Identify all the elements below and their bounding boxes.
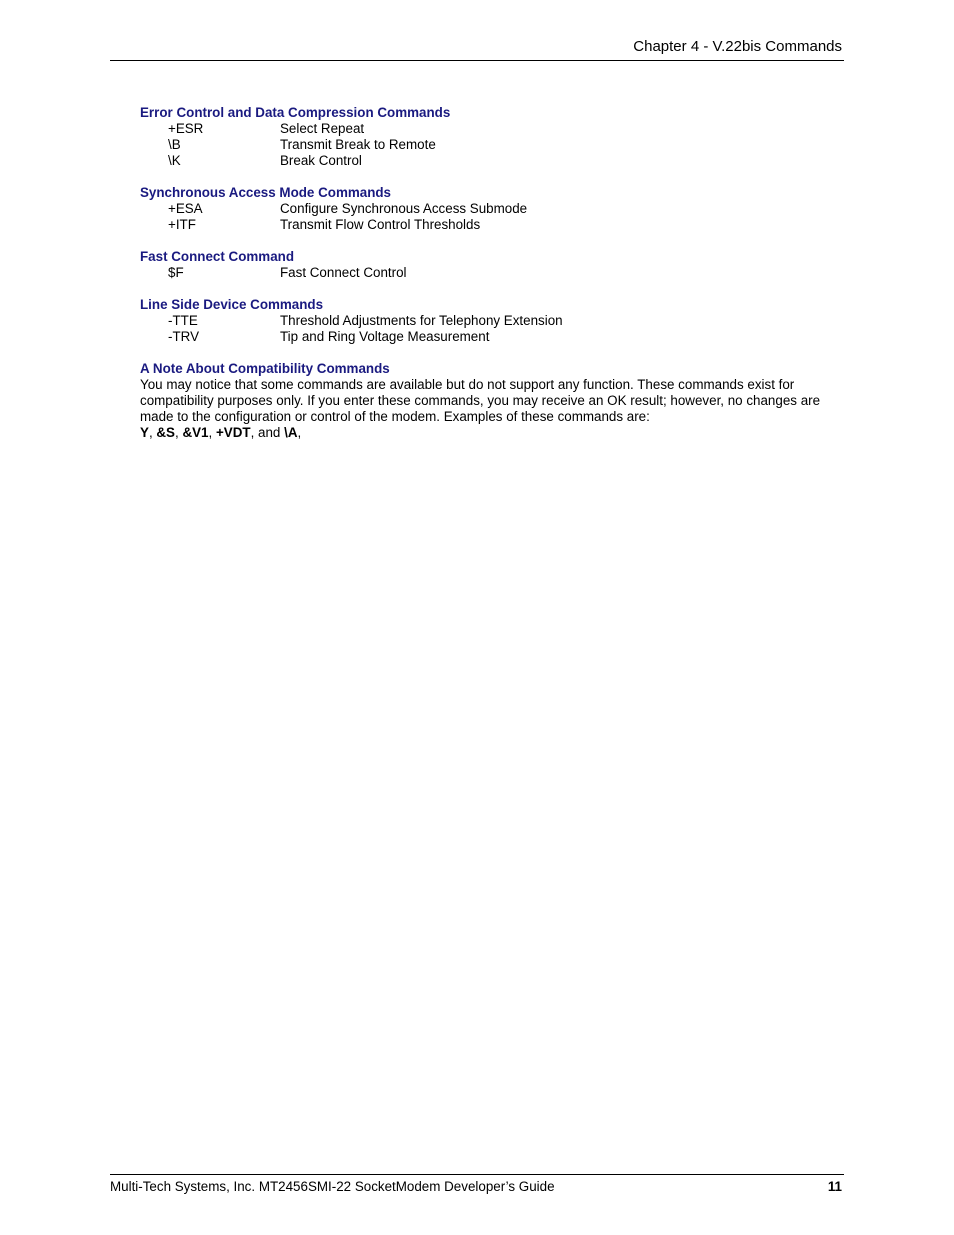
trailing-punctuation: , [297, 425, 302, 440]
example-commands [140, 425, 840, 441]
section-heading: Error Control and Data Compression Commands [140, 105, 451, 120]
command-code: \B [168, 137, 181, 152]
section-compatibility-note [140, 360, 840, 441]
command-code: \K [168, 153, 181, 168]
note-paragraph: You may notice that some commands are available but do not support any function. These commands exist for compatibility purposes only. If you enter these commands, you may receive an OK result; however, no changes are made to the configuration or control of the modem. Examples of these commands are: [140, 377, 821, 424]
example-command: \A [284, 425, 298, 440]
command-code: -TTE [168, 313, 198, 328]
command-code: $F [168, 265, 184, 280]
page-content [140, 104, 840, 456]
command-row [140, 201, 840, 217]
command-description: Tip and Ring Voltage Measurement [280, 329, 490, 344]
command-row [140, 121, 840, 137]
command-row [140, 329, 840, 345]
command-description: Configure Synchronous Access Submode [280, 201, 528, 216]
page-footer [110, 1174, 844, 1199]
command-code: +ESA [168, 201, 203, 216]
separator: , [175, 425, 183, 440]
section-heading: Synchronous Access Mode Commands [140, 185, 392, 200]
command-row [140, 313, 840, 329]
section-heading: A Note About Compatibility Commands [140, 361, 390, 376]
section-heading: Fast Connect Command [140, 249, 295, 264]
command-row [140, 265, 840, 281]
page-header [110, 38, 844, 61]
footer-text: Multi-Tech Systems, Inc. MT2456SMI-22 SocketModem Developer’s Guide [110, 1179, 555, 1194]
command-row [140, 137, 840, 153]
command-description: Threshold Adjustments for Telephony Extension [280, 313, 563, 328]
command-description: Transmit Break to Remote [280, 137, 436, 152]
section-error-control [140, 104, 840, 169]
section-heading: Line Side Device Commands [140, 297, 324, 312]
example-command: +VDT [215, 425, 251, 440]
chapter-title: Chapter 4 - V.22bis Commands [633, 38, 842, 55]
section-line-side-device [140, 296, 840, 345]
separator: , and [250, 425, 285, 440]
example-command: &S [156, 425, 175, 440]
separator: , [208, 425, 216, 440]
command-description: Transmit Flow Control Thresholds [280, 217, 481, 232]
section-synchronous-access [140, 184, 840, 233]
example-command: &V1 [182, 425, 209, 440]
separator: , [148, 425, 157, 440]
command-code: +ESR [168, 121, 204, 136]
command-code: +ITF [168, 217, 196, 232]
command-row [140, 217, 840, 233]
command-description: Fast Connect Control [280, 265, 407, 280]
command-row [140, 153, 840, 169]
command-description: Break Control [280, 153, 362, 168]
example-command: Y [140, 425, 149, 440]
page-number: 11 [827, 1179, 842, 1194]
command-code: -TRV [168, 329, 199, 344]
command-description: Select Repeat [280, 121, 365, 136]
section-fast-connect [140, 248, 840, 281]
